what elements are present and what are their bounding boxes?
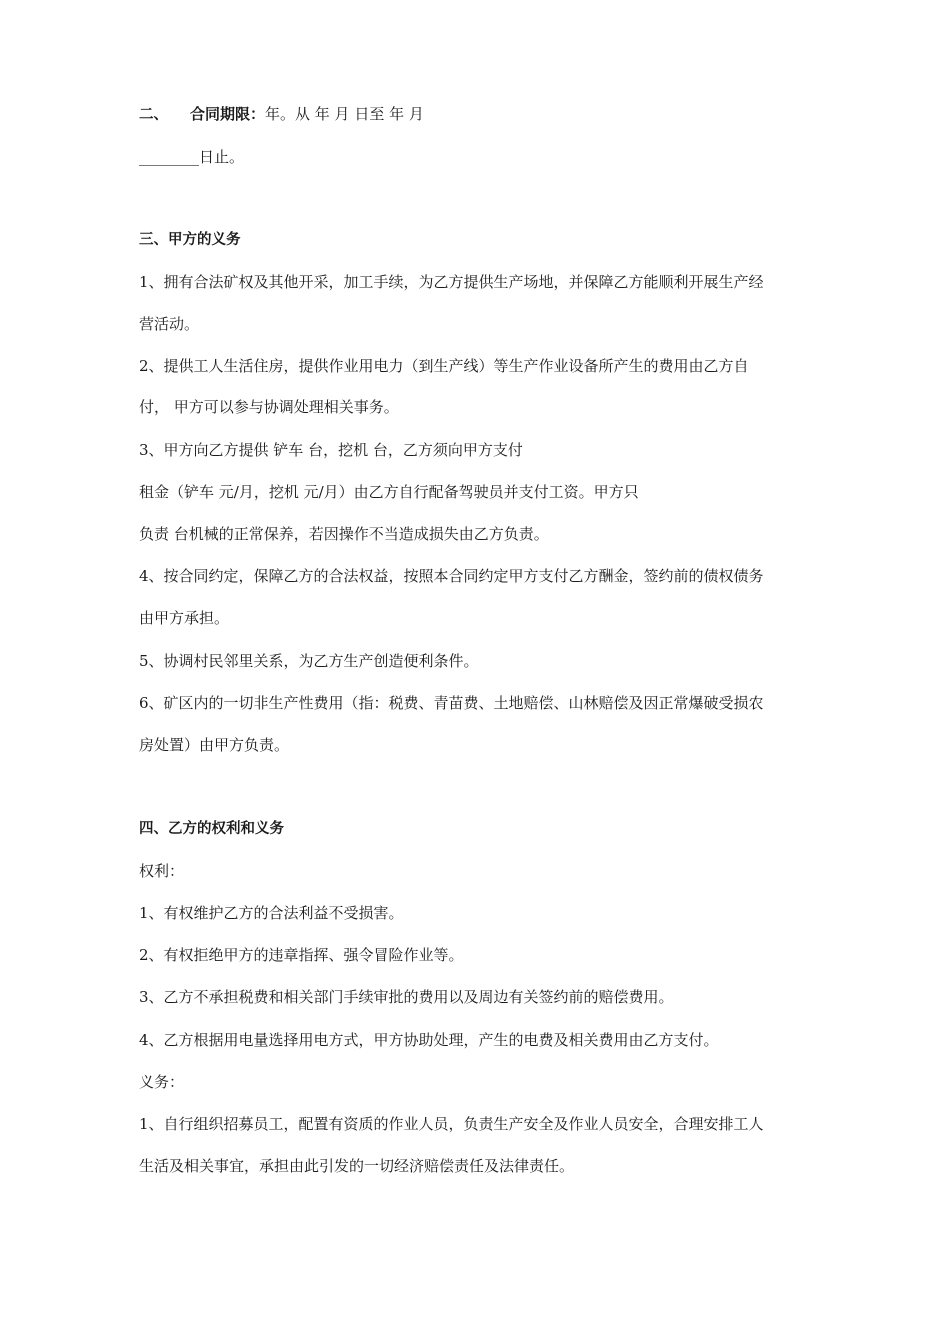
section-2-line: [139, 104, 424, 125]
section-3-line: 5、协调村民邻里关系，为乙方生产创造便利条件。: [139, 652, 479, 670]
rights-item: 3、乙方不承担税费和相关部门手续审批的费用以及周边有关签约前的赔偿费用。: [139, 988, 674, 1006]
section-3-line: 租金（铲车 元/月，挖机 元/月）由乙方自行配备驾驶员并支付工资。甲方只: [139, 483, 639, 501]
duties-label: 义务：: [139, 1073, 185, 1091]
section-3-heading: 三、甲方的义务: [139, 232, 241, 248]
section-3-line: 4、按合同约定，保障乙方的合法权益，按照本合同约定甲方支付乙方酬金，签约前的债权债务: [139, 567, 764, 585]
section-3-line: 由甲方承担。: [139, 609, 230, 627]
section-2-continuation: ________日止。: [139, 148, 245, 166]
section-3-line: 负责 台机械的正常保养，若因操作不当造成损失由乙方负责。: [139, 525, 549, 543]
section-4-heading: 四、乙方的权利和义务: [139, 821, 284, 837]
section-3-line: 2、提供工人生活住房，提供作业用电力（到生产线）等生产作业设备所产生的费用由乙方自: [139, 357, 749, 375]
section-3-line: 1、拥有合法矿权及其他开采，加工手续，为乙方提供生产场地，并保障乙方能顺利开展生产经: [139, 273, 764, 291]
section-2-number: 二、: [139, 107, 168, 123]
duties-item: 1、自行组织招募员工，配置有资质的作业人员，负责生产安全及作业人员安全，合理安排工人: [139, 1115, 764, 1133]
section-3-line: 营活动。: [139, 315, 200, 333]
duties-item: 生活及相关事宜，承担由此引发的一切经济赔偿责任及法律责任。: [139, 1157, 575, 1175]
rights-item: 2、有权拒绝甲方的违章指挥、强令冒险作业等。: [139, 946, 464, 964]
section-3-line: 3、甲方向乙方提供 铲车 台，挖机 台，乙方须向甲方支付: [139, 441, 523, 459]
section-3-line: 6、矿区内的一切非生产性费用（指：税费、青苗费、土地赔偿、山林赔偿及因正常爆破受损农: [139, 694, 764, 712]
section-2-label: 合同期限：: [190, 105, 266, 123]
rights-item: 4、乙方根据用电量选择用电方式，甲方协助处理，产生的电费及相关费用由乙方支付。: [139, 1031, 719, 1049]
rights-item: 1、有权维护乙方的合法利益不受损害。: [139, 904, 404, 922]
section-2-text: 年。从 年 月 日至 年 月: [265, 105, 424, 123]
rights-label: 权利：: [139, 862, 185, 880]
section-3-line: 房处置）由甲方负责。: [139, 736, 290, 754]
section-3-line: 付， 甲方可以参与协调处理相关事务。: [139, 398, 399, 416]
